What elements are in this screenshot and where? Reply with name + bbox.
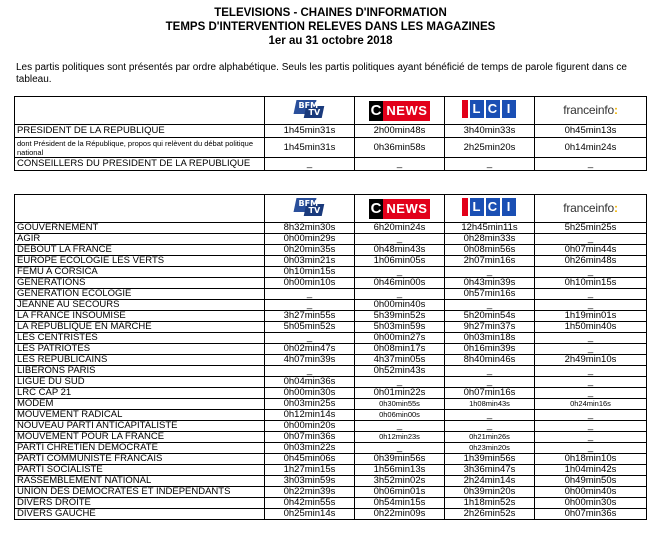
time-value-cell: 0h07min36s — [265, 432, 355, 443]
party-label: CONSEILLERS DU PRESIDENT DE LA REPUBLIQUE — [15, 158, 265, 171]
lci-logo-letter: L — [470, 100, 484, 118]
logo-corner-cell — [15, 97, 265, 125]
franceinfo-logo-cell — [535, 195, 647, 223]
time-value-cell: 5h05min52s — [265, 322, 355, 333]
table-row — [15, 333, 647, 344]
time-value-cell: 0h08min17s — [355, 344, 445, 355]
table-row — [15, 234, 647, 245]
time-value-cell: 0h30min55s — [355, 399, 445, 410]
cnews-logo-c: C — [370, 101, 382, 119]
lci-logo — [462, 100, 518, 118]
table-row — [15, 377, 647, 388]
time-value-cell: 0h36min58s — [355, 138, 445, 158]
lci-logo-letter: L — [470, 198, 484, 216]
time-value-cell: _ — [445, 421, 535, 432]
time-value-cell: _ — [445, 267, 535, 278]
time-value-cell: 0h00min30s — [535, 498, 647, 509]
table-row — [15, 388, 647, 399]
time-value-cell: 0h57min16s — [445, 289, 535, 300]
time-value-cell: 1h18min52s — [445, 498, 535, 509]
lci-logo-letter: I — [502, 100, 516, 118]
time-value-cell: 0h07min44s — [535, 245, 647, 256]
header-subtitle: TEMPS D'INTERVENTION RELEVES DANS LES MAGAZINES — [165, 21, 496, 33]
time-value-cell: 8h40min46s — [445, 355, 535, 366]
time-value-cell: 0h00min30s — [265, 388, 355, 399]
time-value-cell: 5h03min59s — [355, 322, 445, 333]
lci-logo-letter: C — [486, 100, 500, 118]
time-value-cell: 2h24min14s — [445, 476, 535, 487]
party-label: dont Président de la République, propos qui relèvent du débat politique national — [15, 138, 265, 158]
time-value-cell: 1h27min15s — [265, 465, 355, 476]
bfmtv-logo-tv: TV — [308, 206, 321, 215]
time-value-cell: 0h12min14s — [265, 410, 355, 421]
time-value-cell: 0h07min16s — [445, 388, 535, 399]
time-value-cell: 0h12min23s — [355, 432, 445, 443]
franceinfo-logo — [563, 201, 618, 215]
party-label: PARTI CHRETIEN DEMOCRATE — [15, 443, 265, 454]
party-label: GENERATION ECOLOGIE — [15, 289, 265, 300]
party-label: PARTI COMMUNISTE FRANCAIS — [15, 454, 265, 465]
cnews-logo-news: NEWS — [383, 101, 430, 121]
time-value-cell: 0h10min15s — [535, 278, 647, 289]
table-row — [15, 223, 647, 234]
table-row — [15, 245, 647, 256]
time-value-cell: _ — [355, 443, 445, 454]
table-row — [15, 300, 647, 311]
table-row — [15, 256, 647, 267]
time-value-cell: _ — [355, 377, 445, 388]
time-value-cell: 9h27min37s — [445, 322, 535, 333]
intro-text: Les partis politiques sont présentés par ordre alphabétique. Seuls les partis politiques ayant bénéficié de temps de parole figurent dans ce tableau. — [16, 62, 627, 85]
time-value-cell: 0h21min26s — [445, 432, 535, 443]
time-value-cell: 12h45min11s — [445, 223, 535, 234]
time-value-cell: 5h20min54s — [445, 311, 535, 322]
time-value-cell: 0h02min47s — [265, 344, 355, 355]
time-value-cell: 8h32min30s — [265, 223, 355, 234]
time-value-cell: 5h39min52s — [355, 311, 445, 322]
cnews-logo — [369, 199, 431, 219]
party-label: LA FRANCE INSOUMISE — [15, 311, 265, 322]
time-value-cell: _ — [535, 267, 647, 278]
time-value-cell: 3h03min59s — [265, 476, 355, 487]
party-label: MOUVEMENT RADICAL — [15, 410, 265, 421]
table-row — [15, 366, 647, 377]
party-label: FEMU A CORSICA — [15, 267, 265, 278]
table-row — [15, 432, 647, 443]
time-value-cell: _ — [445, 158, 535, 171]
party-label: LES REPUBLICAINS — [15, 355, 265, 366]
party-label: PRESIDENT DE LA REPUBLIQUE — [15, 125, 265, 138]
time-value-cell: 1h45min31s — [265, 138, 355, 158]
bfmtv-logo — [293, 98, 327, 120]
table-row — [15, 465, 647, 476]
time-value-cell: 0h24min16s — [535, 399, 647, 410]
time-value-cell: 0h00min10s — [265, 278, 355, 289]
time-value-cell: 1h50min40s — [535, 322, 647, 333]
time-value-cell: 3h40min33s — [445, 125, 535, 138]
lci-logo-red-bar — [462, 100, 468, 118]
party-label: MODEM — [15, 399, 265, 410]
time-value-cell: _ — [535, 366, 647, 377]
time-value-cell: 0h43min39s — [445, 278, 535, 289]
table-row — [15, 487, 647, 498]
time-value-cell: 6h20min24s — [355, 223, 445, 234]
time-value-cell: _ — [355, 289, 445, 300]
time-value-cell: 1h08min43s — [445, 399, 535, 410]
time-value-cell: _ — [535, 158, 647, 171]
party-label: DIVERS DROITE — [15, 498, 265, 509]
header-period: 1er au 31 octobre 2018 — [268, 35, 393, 47]
time-value-cell: _ — [355, 158, 445, 171]
table-row — [15, 399, 647, 410]
time-value-cell: 0h00min27s — [355, 333, 445, 344]
parties-table — [14, 194, 647, 520]
lci-logo — [462, 198, 518, 216]
time-value-cell: 0h14min24s — [535, 138, 647, 158]
party-label: DIVERS GAUCHE — [15, 509, 265, 520]
time-value-cell: 1h04min42s — [535, 465, 647, 476]
party-label: MOUVEMENT POUR LA FRANCE — [15, 432, 265, 443]
table-row — [15, 278, 647, 289]
cnews-logo-news: NEWS — [383, 199, 430, 219]
time-value-cell: 0h06min00s — [355, 410, 445, 421]
time-value-cell: 3h27min55s — [265, 311, 355, 322]
time-value-cell: _ — [535, 300, 647, 311]
party-label: GENERATIONS — [15, 278, 265, 289]
cnews-logo — [369, 101, 431, 121]
cnews-logo-cell — [355, 97, 445, 125]
time-value-cell: 0h28min33s — [445, 234, 535, 245]
table-row — [15, 509, 647, 520]
time-value-cell: _ — [535, 344, 647, 355]
time-value-cell: _ — [445, 377, 535, 388]
party-label: UNION DES DEMOCRATES ET INDEPENDANTS — [15, 487, 265, 498]
time-value-cell: 0h10min15s — [265, 267, 355, 278]
time-value-cell: _ — [355, 267, 445, 278]
time-value-cell: 0h22min39s — [265, 487, 355, 498]
time-value-cell: 3h36min47s — [445, 465, 535, 476]
table-row — [15, 289, 647, 300]
time-value-cell: 0h08min56s — [445, 245, 535, 256]
time-value-cell: _ — [535, 432, 647, 443]
time-value-cell: 2h07min16s — [445, 256, 535, 267]
franceinfo-logo — [563, 103, 618, 117]
time-value-cell: 0h42min55s — [265, 498, 355, 509]
time-value-cell: _ — [265, 158, 355, 171]
time-value-cell: _ — [535, 234, 647, 245]
party-label: DEBOUT LA FRANCE — [15, 245, 265, 256]
report-header — [0, 6, 661, 48]
time-value-cell: 0h48min43s — [355, 245, 445, 256]
bfmtv-logo-tv: TV — [308, 108, 321, 117]
time-value-cell: 0h03min21s — [265, 256, 355, 267]
bfmtv-logo-cell — [265, 97, 355, 125]
franceinfo-logo-dot: : — [613, 200, 618, 215]
time-value-cell: 0h00min40s — [535, 487, 647, 498]
time-value-cell: _ — [445, 300, 535, 311]
party-label: AGIR — [15, 234, 265, 245]
time-value-cell: 0h54min15s — [355, 498, 445, 509]
time-value-cell: _ — [535, 443, 647, 454]
party-label: EUROPE ECOLOGIE LES VERTS — [15, 256, 265, 267]
table-row — [15, 344, 647, 355]
party-label: PARTI SOCIALISTE — [15, 465, 265, 476]
time-value-cell: 4h37min05s — [355, 355, 445, 366]
time-value-cell: 0h39min56s — [355, 454, 445, 465]
time-value-cell: 0h52min43s — [355, 366, 445, 377]
franceinfo-logo-text: franceinfo — [563, 200, 614, 215]
table-row — [15, 138, 647, 158]
table-row — [15, 355, 647, 366]
time-value-cell: 0h00min29s — [265, 234, 355, 245]
table-row — [15, 454, 647, 465]
time-value-cell: 0h06min01s — [355, 487, 445, 498]
party-label: JEANNE AU SECOURS — [15, 300, 265, 311]
table-row — [15, 125, 647, 138]
bfmtv-logo — [293, 196, 327, 218]
time-value-cell: 0h23min20s — [445, 443, 535, 454]
time-value-cell: 0h45min06s — [265, 454, 355, 465]
party-label: LRC CAP 21 — [15, 388, 265, 399]
time-value-cell: 0h20min35s — [265, 245, 355, 256]
party-label: LES PATRIOTES — [15, 344, 265, 355]
time-value-cell: 0h03min25s — [265, 399, 355, 410]
lci-logo-letter: I — [502, 198, 516, 216]
channel-logo-row — [15, 195, 647, 223]
franceinfo-logo-text: franceinfo — [563, 102, 614, 117]
cnews-logo-c: C — [370, 199, 382, 217]
table-row — [15, 476, 647, 487]
time-value-cell: 1h19min01s — [535, 311, 647, 322]
party-label: LIGUE DU SUD — [15, 377, 265, 388]
time-value-cell: 0h00min40s — [355, 300, 445, 311]
time-value-cell: _ — [535, 377, 647, 388]
franceinfo-logo-cell — [535, 97, 647, 125]
time-value-cell: 0h18min10s — [535, 454, 647, 465]
time-value-cell: 0h16min39s — [445, 344, 535, 355]
time-value-cell: 2h49min10s — [535, 355, 647, 366]
franceinfo-logo-dot: : — [613, 102, 618, 117]
table-row — [15, 322, 647, 333]
table-row — [15, 311, 647, 322]
time-value-cell: _ — [535, 289, 647, 300]
table-row — [15, 443, 647, 454]
time-value-cell: _ — [445, 410, 535, 421]
party-label: LES CENTRISTES — [15, 333, 265, 344]
bfmtv-logo-text: BFM — [298, 199, 319, 208]
time-value-cell: 1h06min05s — [355, 256, 445, 267]
table-row — [15, 421, 647, 432]
time-value-cell: 0h03min22s — [265, 443, 355, 454]
lci-logo-letter: C — [486, 198, 500, 216]
time-value-cell: 0h07min36s — [535, 509, 647, 520]
lci-logo-cell — [445, 195, 535, 223]
time-value-cell: _ — [265, 289, 355, 300]
table-row — [15, 410, 647, 421]
time-value-cell: _ — [535, 421, 647, 432]
time-value-cell: 0h00min20s — [265, 421, 355, 432]
party-label: GOUVERNEMENT — [15, 223, 265, 234]
time-value-cell: 0h01min22s — [355, 388, 445, 399]
table-row — [15, 158, 647, 171]
time-value-cell: 1h56min13s — [355, 465, 445, 476]
time-value-cell: 4h07min39s — [265, 355, 355, 366]
header-title: TELEVISIONS - CHAINES D'INFORMATION — [214, 7, 447, 19]
bfmtv-logo-cell — [265, 195, 355, 223]
president-table — [14, 96, 647, 171]
party-label: NOUVEAU PARTI ANTICAPITALISTE — [15, 421, 265, 432]
time-value-cell: 2h00min48s — [355, 125, 445, 138]
time-value-cell: 0h45min13s — [535, 125, 647, 138]
time-value-cell: 0h25min14s — [265, 509, 355, 520]
time-value-cell: 0h04min36s — [265, 377, 355, 388]
time-value-cell: _ — [265, 366, 355, 377]
time-value-cell: 5h25min25s — [535, 223, 647, 234]
party-label: LIBERONS PARIS — [15, 366, 265, 377]
time-value-cell: _ — [355, 421, 445, 432]
party-label: RASSEMBLEMENT NATIONAL — [15, 476, 265, 487]
time-value-cell: _ — [445, 366, 535, 377]
time-value-cell: 0h03min18s — [445, 333, 535, 344]
time-value-cell: 3h52min02s — [355, 476, 445, 487]
cnews-logo-cell — [355, 195, 445, 223]
table-row — [15, 267, 647, 278]
bfmtv-logo-text: BFM — [298, 101, 319, 110]
time-value-cell: 0h39min20s — [445, 487, 535, 498]
lci-logo-red-bar — [462, 198, 468, 216]
time-value-cell: _ — [535, 333, 647, 344]
table-row — [15, 498, 647, 509]
time-value-cell: 2h25min20s — [445, 138, 535, 158]
time-value-cell: _ — [265, 333, 355, 344]
time-value-cell: _ — [535, 410, 647, 421]
time-value-cell: 0h49min50s — [535, 476, 647, 487]
time-value-cell: 1h39min56s — [445, 454, 535, 465]
party-label: LA REPUBLIQUE EN MARCHE — [15, 322, 265, 333]
time-value-cell: _ — [265, 300, 355, 311]
time-value-cell: 0h26min48s — [535, 256, 647, 267]
time-value-cell: 2h26min52s — [445, 509, 535, 520]
time-value-cell: 1h45min31s — [265, 125, 355, 138]
time-value-cell: _ — [355, 234, 445, 245]
time-value-cell: 0h46min00s — [355, 278, 445, 289]
channel-logo-row — [15, 97, 647, 125]
time-value-cell: _ — [535, 388, 647, 399]
time-value-cell: 0h22min09s — [355, 509, 445, 520]
logo-corner-cell — [15, 195, 265, 223]
lci-logo-cell — [445, 97, 535, 125]
